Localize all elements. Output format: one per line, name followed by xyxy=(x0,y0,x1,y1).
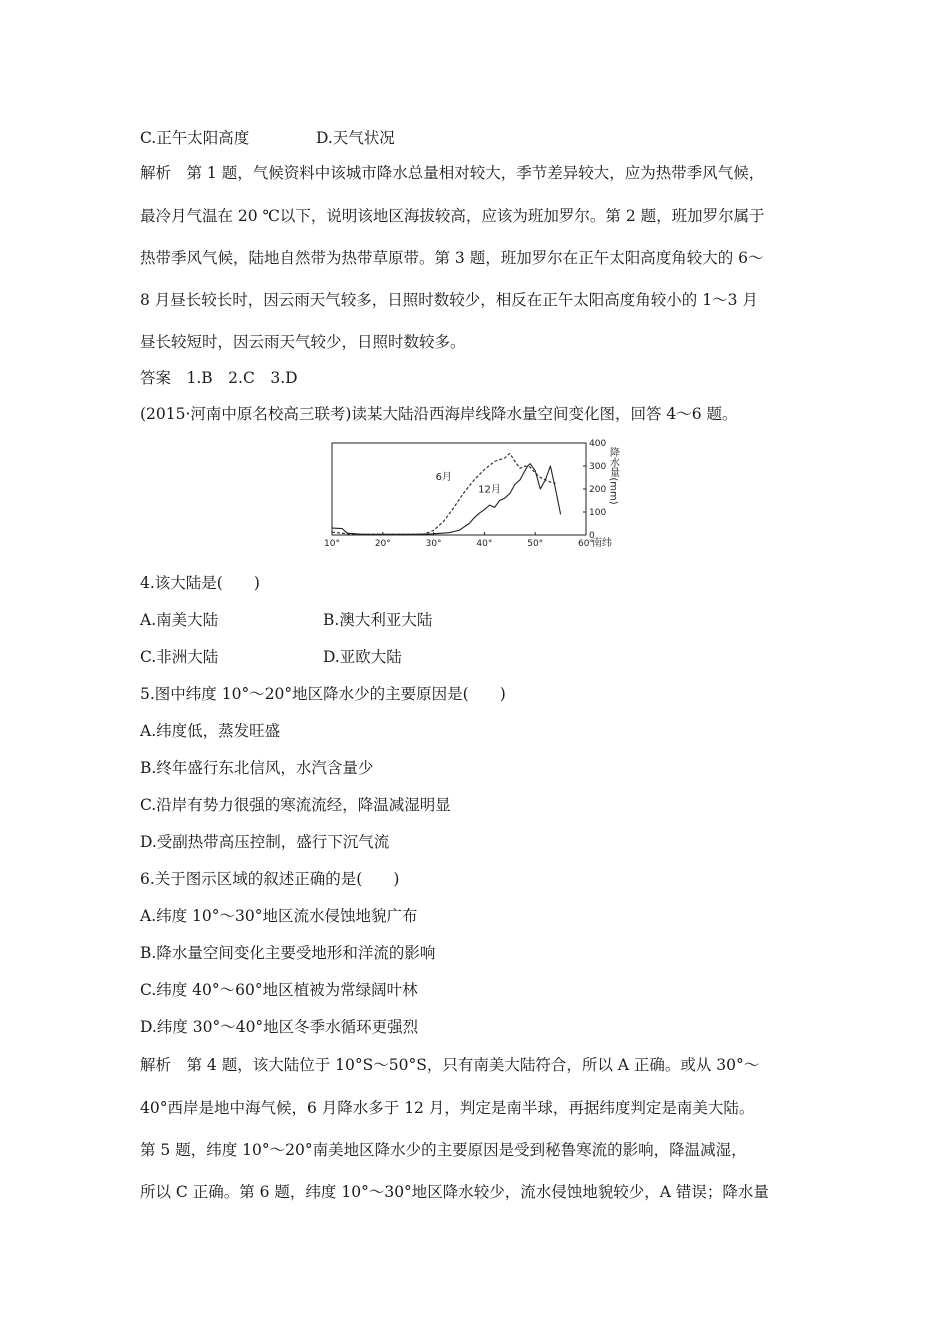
y-tick-label: 200 xyxy=(589,485,607,495)
q6-option-d: D.纬度 30°～40°地区冬季水循环更强烈 xyxy=(140,1018,419,1036)
x-tick-label: 40° xyxy=(476,539,493,549)
precipitation-chart-svg xyxy=(318,436,628,556)
q3-option-c: C.正午太阳高度 xyxy=(140,129,250,147)
analysis-line: 解析 第 4 题，该大陆位于 10°S～50°S，只有南美大陆符合，所以 A 正确。或从 30°～ xyxy=(140,1056,760,1074)
analysis-line: 40°西岸是地中海气候，6 月降水多于 12 月，判定是南半球，再据纬度判定是南美大陆。 xyxy=(140,1099,755,1117)
analysis-line: 昼长较短时，因云雨天气较少，日照时数较多。 xyxy=(140,333,466,351)
y-tick-label: 300 xyxy=(589,462,607,472)
analysis-line: 8 月昼长较长时，因云雨天气较多，日照时数较少，相反在正午太阳高度角较小的 1～3 月 xyxy=(140,291,758,309)
q5-option-b: B.终年盛行东北信风，水汽含量少 xyxy=(140,759,374,777)
q4-option-c: C.非洲大陆 xyxy=(140,648,219,666)
precipitation-chart xyxy=(318,436,628,556)
analysis-line: 解析 第 1 题，气候资料中该城市降水总量相对较大，季节差异较大，应为热带季风气候， xyxy=(140,164,765,182)
x-axis-label: 南纬 xyxy=(592,538,612,549)
x-tick-label: 30° xyxy=(425,539,442,549)
x-tick-label: 60° xyxy=(578,539,594,549)
y-tick-label: 100 xyxy=(589,508,607,518)
plot-frame xyxy=(332,443,586,535)
q5-stem: 5.图中纬度 10°～20°地区降水少的主要原因是( ) xyxy=(140,685,506,703)
answer-line: 答案 1.B 2.C 3.D xyxy=(140,369,298,387)
x-tick-label: 20° xyxy=(374,539,391,549)
series-line-june xyxy=(332,453,556,534)
y-axis-label: 降水量(mm) xyxy=(607,447,619,505)
series-label-december: 12月 xyxy=(478,484,501,496)
y-tick-label: 400 xyxy=(589,439,607,449)
y-tick-label: 0 xyxy=(589,531,595,541)
analysis-line: 所以 C 正确。第 6 题，纬度 10°～30°地区降水较少，流水侵蚀地貌较少，A 错误；降水量 xyxy=(140,1183,769,1201)
analysis-line: 最冷月气温在 20 ℃以下，说明该地区海拔较高，应该为班加罗尔。第 2 题，班加罗尔属于 xyxy=(140,207,765,225)
q4-stem: 4.该大陆是( ) xyxy=(140,574,260,592)
analysis-line: 热带季风气候，陆地自然带为热带草原带。第 3 题，班加罗尔在正午太阳高度角较大的 6～ xyxy=(140,249,764,267)
q5-option-a: A.纬度低，蒸发旺盛 xyxy=(140,722,281,740)
question-intro: (2015·河南中原名校高三联考)读某大陆沿西海岸线降水量空间变化图，回答 4～6 题。 xyxy=(140,405,738,423)
analysis-line: 第 5 题，纬度 10°～20°南美地区降水少的主要原因是受到秘鲁寒流的影响，降温减湿， xyxy=(140,1141,747,1159)
q4-option-b: B.澳大利亚大陆 xyxy=(323,611,433,629)
series-label-june: 6月 xyxy=(435,471,452,483)
q6-option-b: B.降水量空间变化主要受地形和洋流的影响 xyxy=(140,944,436,962)
q6-stem: 6.关于图示区域的叙述正确的是( ) xyxy=(140,870,400,888)
q3-option-d: D.天气状况 xyxy=(316,129,395,147)
q4-option-d: D.亚欧大陆 xyxy=(323,648,402,666)
q6-option-c: C.纬度 40°～60°地区植被为常绿阔叶林 xyxy=(140,981,418,999)
x-tick-label: 50° xyxy=(527,539,544,549)
q4-option-a: A.南美大陆 xyxy=(140,611,219,629)
x-tick-label: 10° xyxy=(324,539,340,549)
q6-option-a: A.纬度 10°～30°地区流水侵蚀地貌广布 xyxy=(140,907,418,925)
q5-option-d: D.受副热带高压控制，盛行下沉气流 xyxy=(140,833,390,851)
q5-option-c: C.沿岸有势力很强的寒流流经，降温减湿明显 xyxy=(140,796,451,814)
